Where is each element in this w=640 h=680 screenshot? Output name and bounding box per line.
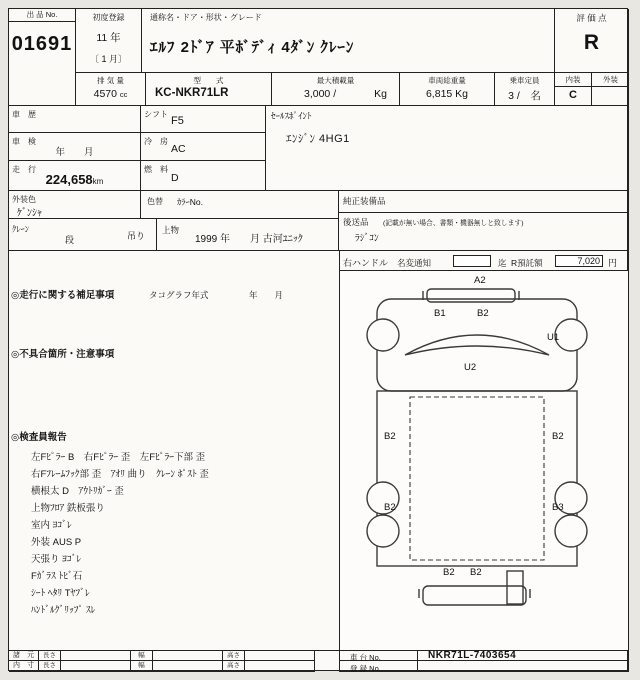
fuel-value: D bbox=[171, 172, 179, 184]
report-line: 外装 AUS P bbox=[31, 537, 82, 548]
front-right-wheel bbox=[555, 319, 587, 351]
max-load-unit: Kg bbox=[374, 88, 387, 100]
damage-code-front: A2 bbox=[474, 275, 486, 286]
mileage-cell bbox=[9, 161, 141, 191]
damage-code-cab-side: U1 bbox=[547, 332, 560, 343]
damage-code-cab-left: B1 bbox=[434, 308, 446, 319]
handle-label: 右ハンドル bbox=[343, 258, 389, 268]
displacement-label: 排 気 量 bbox=[97, 76, 124, 85]
displacement-cell bbox=[76, 73, 146, 106]
capacity-cell bbox=[495, 73, 555, 106]
history-cell bbox=[9, 106, 141, 133]
report-line: 室内 ﾖｺﾞﾚ bbox=[31, 520, 72, 531]
report-line: 天張り ﾖｺﾞﾚ bbox=[31, 554, 82, 565]
exterior-color-cell bbox=[9, 191, 141, 219]
shift-value: F5 bbox=[171, 115, 184, 127]
damage-code-bed-left-lower: B2 bbox=[384, 502, 396, 513]
score-label: 評 価 点 bbox=[576, 13, 607, 23]
inner-height-value bbox=[245, 661, 315, 672]
chassis-no-row bbox=[339, 651, 629, 661]
report-line: 右Fﾌﾚｰﾑﾌｯｸ部 歪 ｱｵﾘ 曲り ｸﾚｰﾝ ﾎﾟｽﾄ 歪 bbox=[31, 469, 209, 480]
aircon-label: 冷 房 bbox=[144, 137, 168, 146]
report-line: 左Fﾋﾟﾗｰ B 右Fﾋﾟﾗｰ 歪 左Fﾋﾟﾗｰ下部 歪 bbox=[31, 452, 206, 463]
model-code-value: KC-NKR71LR bbox=[155, 87, 229, 99]
dims-length-value bbox=[61, 651, 131, 661]
genuine-equipment-cell bbox=[339, 191, 629, 213]
mileage-value-wrap bbox=[9, 171, 140, 189]
damage-diagram-box bbox=[339, 271, 629, 651]
exterior-color-label: 外装色 bbox=[12, 195, 36, 204]
tachograph-value: 年 月 bbox=[249, 290, 284, 300]
rear-bumper-shape bbox=[423, 586, 526, 605]
dims-width-label: 幅 bbox=[131, 651, 153, 661]
history-label: 車 歴 bbox=[12, 110, 36, 119]
dims-width-value bbox=[153, 651, 223, 661]
report-line: ｼｰﾄ ﾍﾀﾘ Tﾔﾌﾞﾚ bbox=[31, 588, 90, 599]
displacement-value: 4570 bbox=[93, 88, 117, 100]
max-load-value: 3,000 / bbox=[304, 88, 337, 100]
front-bumper-shape bbox=[427, 289, 515, 302]
crane-cell bbox=[9, 219, 157, 251]
repaint-label: 色替 bbox=[147, 197, 163, 206]
rear-step-shape bbox=[507, 571, 523, 604]
max-load-cell bbox=[272, 73, 400, 106]
first-registration-label: 初度登録 bbox=[92, 13, 125, 22]
report-line: Fｶﾞﾗｽ ﾄﾋﾞ石 bbox=[31, 571, 83, 582]
gross-weight-cell bbox=[400, 73, 495, 106]
inner-height-label: 高さ bbox=[223, 661, 245, 672]
interior-exterior-cell bbox=[555, 73, 629, 106]
score-value: R bbox=[583, 31, 600, 54]
yen-label: 円 bbox=[608, 258, 618, 268]
truck-top-view-diagram bbox=[340, 271, 630, 651]
inner-width-label: 幅 bbox=[131, 661, 153, 672]
name-change-label: 名変通知 bbox=[397, 258, 432, 268]
max-load-label: 最大積載量 bbox=[316, 76, 355, 85]
cargo-bed-outline bbox=[377, 391, 577, 566]
name-change-box bbox=[453, 255, 491, 267]
report-line: 横根太 D ｱｳﾄﾘｶﾞｰ 歪 bbox=[31, 486, 124, 497]
dims-length-label: 長さ bbox=[39, 651, 61, 661]
sales-point-cell bbox=[266, 106, 629, 191]
sent-later-label: 後送品 bbox=[343, 217, 369, 227]
sales-point-value: ｴﾝｼﾞﾝ 4HG1 bbox=[286, 133, 350, 145]
vehicle-title-value: ｴﾙﾌ 2ﾄﾞｱ 平ﾎﾞﾃﾞｨ 4ﾀﾞﾝ ｸﾚｰﾝ bbox=[150, 39, 355, 56]
chassis-no-value: NKR71L-7403654 bbox=[428, 650, 517, 661]
capacity-value: 3 / 名 bbox=[508, 90, 541, 102]
exterior-color-value: ｹﾞﾝｼｬ bbox=[17, 208, 42, 219]
damage-code-bed-right-upper: B2 bbox=[552, 431, 564, 442]
sent-later-value: ﾗｼﾞｺﾝ bbox=[355, 233, 379, 244]
made-label: 迄 bbox=[498, 258, 507, 268]
first-registration-cell bbox=[76, 9, 142, 73]
genuine-equipment-label: 純正装備品 bbox=[343, 196, 386, 206]
model-code-cell bbox=[146, 73, 272, 106]
shift-cell bbox=[141, 106, 266, 133]
sent-later-cell bbox=[339, 213, 629, 251]
exhibit-no-cell bbox=[9, 9, 76, 106]
body-value: 1999 年 月 古河ﾕﾆｯｸ bbox=[195, 234, 303, 245]
defect-heading: ◎不具合箇所・注意事項 bbox=[11, 349, 115, 360]
damage-code-rear-1: B2 bbox=[443, 567, 455, 578]
inner-length-value bbox=[61, 661, 131, 672]
chassis-no-label: 車 台 No. bbox=[350, 653, 381, 662]
inner-length-label: 長さ bbox=[39, 661, 61, 672]
mileage-label: 走 行 bbox=[12, 165, 36, 174]
mileage-value: 224,658 bbox=[45, 172, 93, 187]
inspector-heading: ◎検査員報告 bbox=[11, 432, 67, 443]
vehicle-title-label: 通称名・ドア・形状・グレード bbox=[150, 13, 262, 22]
first-registration-month: 〔 1 月〕 bbox=[89, 54, 127, 64]
crane-label: ｸﾚｰﾝ bbox=[12, 224, 30, 234]
windshield-shape bbox=[405, 335, 549, 355]
rear-bumper-ticks bbox=[419, 589, 530, 598]
chassis-no-label-box bbox=[340, 651, 418, 661]
crane-dan-label: 段 bbox=[65, 235, 75, 245]
score-cell bbox=[555, 9, 629, 73]
sent-later-note: (記載が無い場合、書類・機器無しと致します) bbox=[383, 220, 524, 227]
vehicle-title-cell bbox=[142, 9, 555, 73]
aircon-cell bbox=[141, 133, 266, 161]
interior-grade-value: C bbox=[555, 87, 592, 105]
inspector-report bbox=[31, 449, 331, 619]
displacement-value-wrap bbox=[76, 88, 145, 100]
deposit-label: R預託額 bbox=[511, 258, 543, 268]
crane-tsuri-label: 吊り bbox=[127, 231, 146, 241]
tachograph-label: タコグラフ年式 bbox=[149, 290, 209, 300]
interior-label: 内装 bbox=[555, 73, 592, 87]
inner-dims-row-label: 内 寸 bbox=[9, 661, 39, 672]
mileage-unit: km bbox=[92, 177, 104, 186]
exterior-label: 外装 bbox=[592, 73, 629, 87]
damage-code-bed-right-lower: B3 bbox=[552, 502, 564, 513]
damage-code-cab-right: B2 bbox=[477, 308, 489, 319]
registration-no-label-box bbox=[340, 661, 418, 672]
inspection-value: 年 月 bbox=[55, 147, 94, 158]
damage-code-bed-left-upper: B2 bbox=[384, 431, 396, 442]
fuel-cell bbox=[141, 161, 266, 191]
registration-no-label: 登 録 No. bbox=[350, 664, 381, 673]
auction-sheet bbox=[8, 8, 628, 671]
shift-label: シフト bbox=[144, 110, 168, 119]
body-cell bbox=[157, 219, 339, 251]
fuel-label: 燃 料 bbox=[144, 165, 168, 174]
repaint-cell bbox=[141, 191, 339, 219]
body-label: 上物 bbox=[162, 225, 180, 235]
first-registration-year: 11 年 bbox=[96, 32, 121, 44]
rear-right-wheel-2 bbox=[555, 515, 587, 547]
gross-weight-value: 6,815 Kg bbox=[425, 88, 469, 100]
damage-code-roof: U2 bbox=[464, 362, 477, 373]
capacity-label: 乗車定員 bbox=[509, 76, 540, 85]
dims-height-value bbox=[245, 651, 315, 661]
inner-width-value bbox=[153, 661, 223, 672]
registration-no-row bbox=[339, 661, 629, 672]
damage-code-rear-2: B2 bbox=[470, 567, 482, 578]
deposit-box: 7,020 bbox=[555, 255, 603, 267]
displacement-unit: cc bbox=[119, 90, 128, 99]
model-code-label: 型 式 bbox=[193, 76, 224, 85]
rear-left-wheel-2 bbox=[367, 515, 399, 547]
gross-weight-label: 車両総重量 bbox=[428, 76, 466, 85]
cargo-bed-floor-dashed bbox=[410, 397, 544, 560]
inspection-label: 車 検 bbox=[12, 137, 36, 146]
aircon-value: AC bbox=[171, 143, 186, 155]
dims-height-label: 高さ bbox=[223, 651, 245, 661]
front-left-wheel bbox=[367, 319, 399, 351]
handle-deposit-row bbox=[339, 251, 629, 271]
dims-row-label: 諸 元 bbox=[9, 651, 39, 661]
exhibit-no-label: 出 品 No. bbox=[9, 9, 75, 22]
report-line: ﾊﾝﾄﾞﾙｸﾞﾘｯﾌﾟ ｽﾚ bbox=[31, 605, 96, 616]
sales-point-label: ｾｰﾙｽﾎﾟｲﾝﾄ bbox=[271, 111, 312, 121]
report-line: 上物ﾌﾛｱ 鉄板張り bbox=[31, 503, 105, 514]
inspection-cell bbox=[9, 133, 141, 161]
repaint-color-no-label: ｶﾗｰNo. bbox=[177, 197, 203, 207]
mileage-note-heading: ◎走行に関する補足事項 bbox=[11, 290, 115, 301]
exhibit-no-value: 01691 bbox=[11, 33, 73, 55]
